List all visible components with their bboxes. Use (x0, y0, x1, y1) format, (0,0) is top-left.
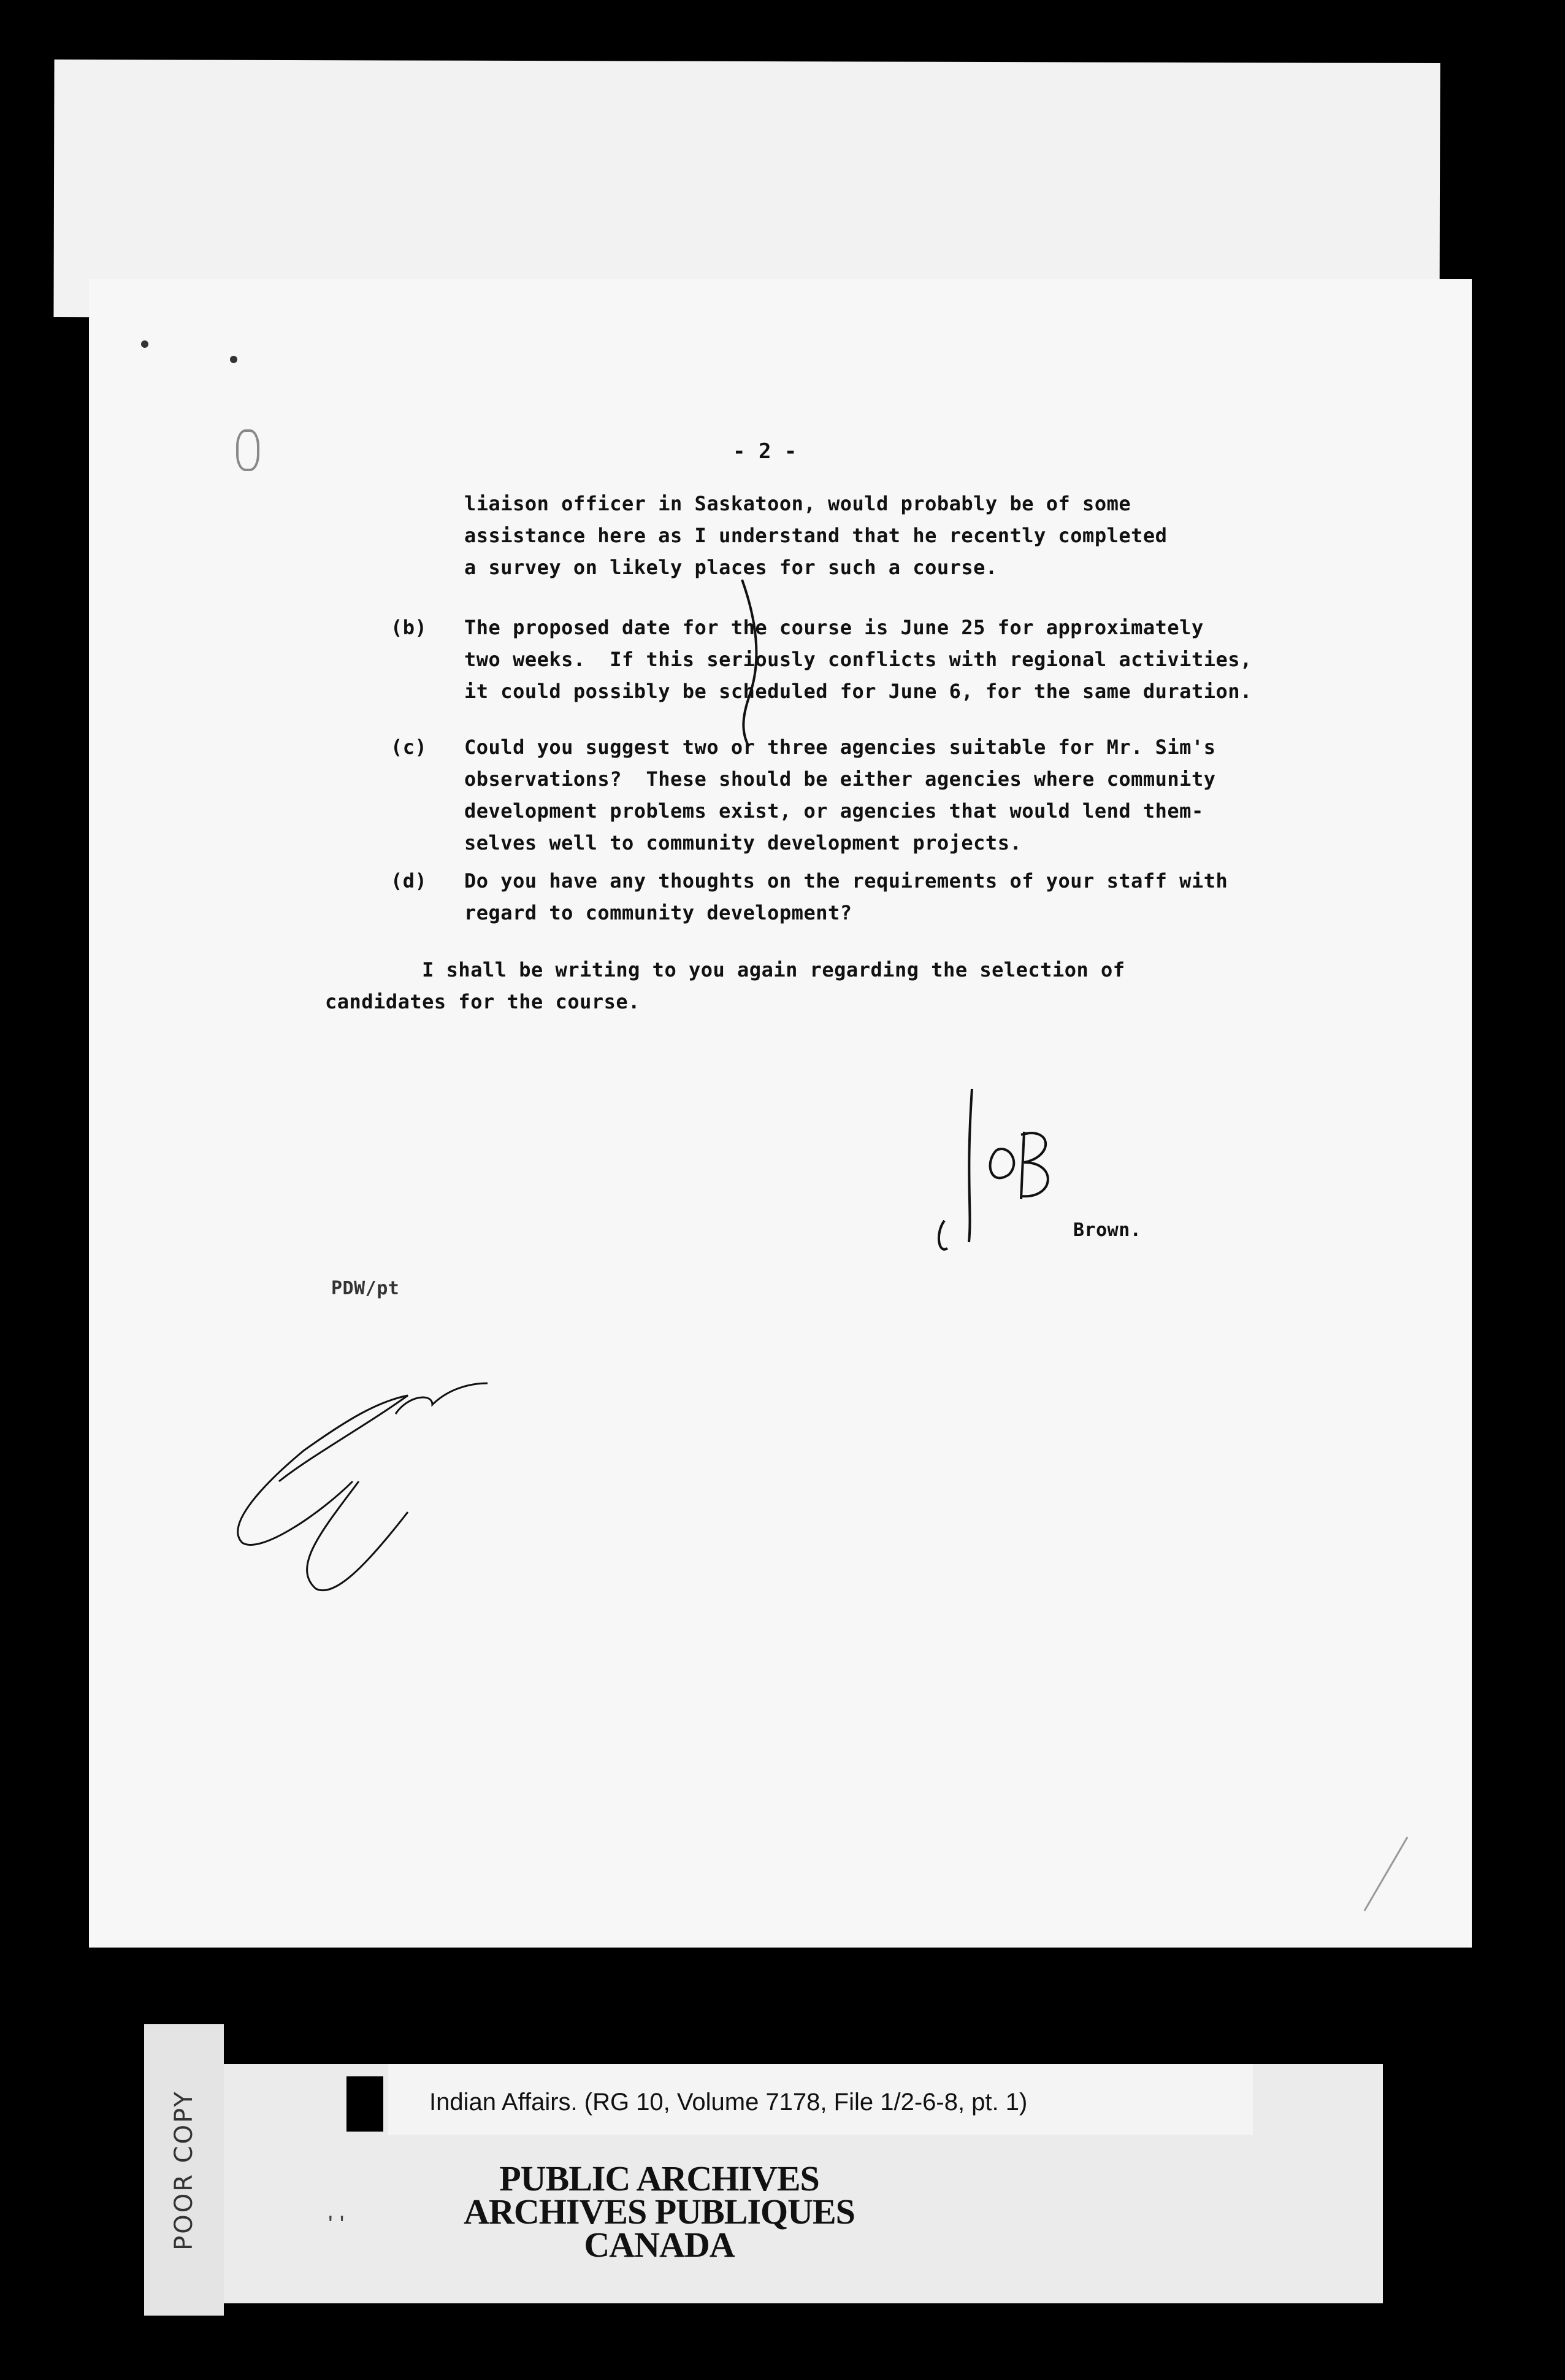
poor-copy-text: POOR COPY (170, 2089, 198, 2251)
letter-page (89, 279, 1472, 1948)
text-line: regard to community development? (464, 901, 852, 924)
text-line: it could possibly be scheduled for June 6, for the same duration. (464, 680, 1252, 703)
item-label: (b) (391, 616, 427, 639)
edge-bar (1415, 2073, 1420, 2135)
page-number: - 2 - (733, 439, 797, 464)
text-line: I shall be writing to you again regarding the selection of (325, 958, 1125, 981)
text-line: The proposed date for the course is June 25 for approximately (464, 616, 1204, 639)
poor-copy-tag (144, 2024, 224, 2316)
text-line: Could you suggest two or three agencies suitable for Mr. Sim's (464, 735, 1216, 759)
text-line: a survey on likely places for such a course. (464, 556, 998, 579)
item-label: (c) (391, 735, 427, 759)
reference-initials: PDW/pt (331, 1278, 400, 1299)
tick-marks: ' ' (328, 2211, 345, 2238)
archive-citation: Indian Affairs. (RG 10, Volume 7178, File 1/2-6-8, pt. 1) (429, 2089, 1028, 2116)
text-line: candidates for the course. (325, 990, 640, 1013)
handwriting-overlay (89, 279, 1472, 1948)
text-line: development problems exist, or agencies that would lend them- (464, 799, 1204, 823)
text-line: assistance here as I understand that he recently completed (464, 524, 1168, 547)
item-label: (d) (391, 869, 427, 893)
archive-name (224, 2159, 1095, 2265)
text-line: Do you have any thoughts on the requirements of your staff with (464, 869, 1228, 893)
text-line: two weeks. If this seriously conflicts with regional activities, (464, 648, 1252, 671)
signatory-name: Brown. (1073, 1219, 1142, 1241)
signature-initials (939, 1089, 1048, 1250)
archive-line: CANADA (584, 2225, 735, 2265)
text-line: selves well to community development projects. (464, 831, 1022, 854)
archive-label (224, 2064, 1383, 2303)
archive-line: PUBLIC ARCHIVES (499, 2159, 819, 2198)
archive-line: ARCHIVES PUBLIQUES (464, 2192, 855, 2232)
text-line: observations? These should be either agencies where community (464, 767, 1216, 791)
corner-crease (1364, 1837, 1407, 1911)
label-notch (346, 2076, 383, 2132)
lower-signature-scrawl (238, 1383, 488, 1591)
margin-pen-stroke (742, 580, 756, 745)
text-line: liaison officer in Saskatoon, would probably be of some (464, 492, 1131, 515)
